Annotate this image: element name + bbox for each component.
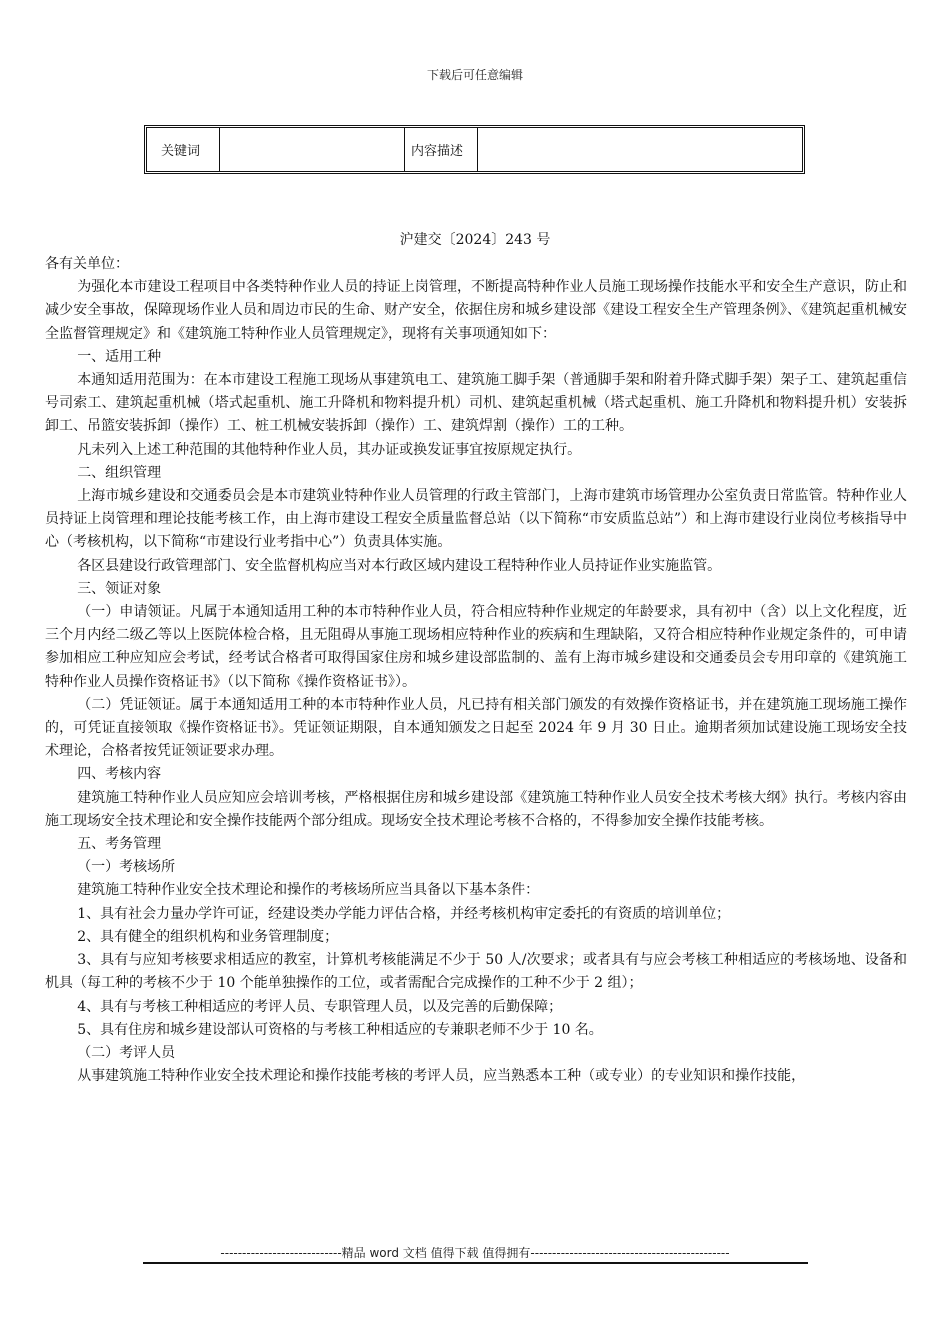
section-heading: 五、考务管理: [77, 836, 162, 853]
keyword-value: [220, 128, 405, 171]
paragraph: 各区县建设行政管理部门、安全监督机构应当对本行政区域内建设工程特种作业人员持证作业实施监管。: [77, 557, 722, 574]
paragraph: 建筑施工特种作业安全技术理论和操作的考核场所应当具备以下基本条件：: [77, 882, 540, 899]
list-item: 1、具有社会力量办学许可证，经建设类办学能力评估合格，并经考核机构审定委托的有资质的培训单位；: [77, 905, 731, 922]
footer-rule: [143, 1262, 808, 1264]
paragraph: 建筑施工特种作业人员应知应会培训考核，严格根据住房和城乡建设部《建筑施工特种作业人员安全技术考核大纲》执行。考核内容由施工现场安全技术理论和安全操作技能两个部分组成。现场安全技术理论考核不合格的，不得参加安全操作技能考核。: [45, 789, 907, 829]
footer-text: ----------------------------精品 word 文档 值得下载 值得拥有----------------------------------------------: [220, 1246, 730, 1260]
paragraph: （二）凭证领证。属于本通知适用工种的本市特种作业人员，凡已持有相关部门颁发的有效操作资格证书，并在建筑施工现场施工操作的，可凭证直接领取《操作资格证书》。凭证领证期限，自本通知颁发之日起至 2024 年 9 月 30 日止。逾期者须加试建设施工现场安全技术理论，合格者按凭证领证要求办理。: [45, 696, 907, 760]
section-heading: 一、适用工种: [77, 348, 162, 365]
paragraph: 为强化本市建设工程项目中各类特种作业人员的持证上岗管理，不断提高特种作业人员施工现场操作技能水平和安全生产意识，防止和减少安全事故，保障现场作业人员和周边市民的生命、财产安全，依据住房和城乡建设部《建设工程安全生产管理条例》、《建筑起重机械安全监督管理规定》和《建筑施工特种作业人员管理规定》，现将有关事项通知如下：: [45, 279, 907, 342]
subsection-heading: （一）考核场所: [77, 859, 176, 876]
paragraph: 本通知适用范围为：在本市建设工程施工现场从事建筑电工、建筑施工脚手架（普通脚手架和附着升降式脚手架）架子工、建筑起重信号司索工、建筑起重机械（塔式起重机、施工升降机和物料提升机）司机、建筑起重机械（塔式起重机、施工升降机和物料提升机）安装拆卸工、吊篮安装拆卸（操作）工、桩工机械安装拆卸（操作）工、建筑焊割（操作）工的工种。: [45, 372, 907, 435]
meta-table: [144, 125, 805, 174]
paragraph: 上海市城乡建设和交通委员会是本市建筑业特种作业人员管理的行政主管部门，上海市建筑市场管理办公室负责日常监管。特种作业人员持证上岗管理和理论技能考核工作，由上海市建设工程安全质量监督总站（以下简称“市安质监总站”）和上海市建设行业岗位考核指导中心（考核机构，以下简称“市建设行业考指中心”）负责具体实施。: [45, 488, 907, 551]
paragraph: （一）申请领证。凡属于本通知适用工种的本市特种作业人员，符合相应特种作业规定的年龄要求，具有初中（含）以上文化程度，近三个月内经二级乙等以上医院体检合格，且无阻碍从事施工现场相应特种作业的疾病和生理缺陷，又符合相应特种作业规定条件的，可申请参加相应工种应知应会考试，经考试合格者可取得国家住房和城乡建设部监制的、盖有上海市城乡建设和交通委员会专用印章的《建筑施工特种作业人员操作资格证书》（以下简称《操作资格证书》）。: [45, 604, 907, 690]
description-label: 内容描述: [405, 128, 478, 171]
subsection-heading: （二）考评人员: [77, 1044, 176, 1061]
paragraph: 从事建筑施工特种作业安全技术理论和操作技能考核的考评人员，应当熟悉本工种（或专业）的专业知识和操作技能，: [77, 1068, 806, 1085]
section-heading: 三、领证对象: [77, 580, 162, 597]
list-item: 2、具有健全的组织机构和业务管理制度；: [77, 928, 339, 945]
section-heading: 四、考核内容: [77, 766, 162, 783]
document-body: [45, 253, 907, 1088]
salutation: 各有关单位：: [45, 256, 129, 272]
description-value: [478, 128, 802, 171]
list-item: 5、具有住房和城乡建设部认可资格的与考核工种相适应的专兼职老师不少于 10 名。: [77, 1021, 603, 1038]
keyword-label: 关键词: [147, 128, 220, 171]
list-item: 3、具有与应知考核要求相适应的教室，计算机考核能满足不少于 50 人/次要求；或者具有与应会考核工种相适应的考核场地、设备和机具（每工种的考核不少于 10 个能单独操作的工位，或者需配合完成操作的工种不少于 2 组）；: [45, 952, 907, 992]
list-item: 4、具有与考核工种相适应的考评人员、专职管理人员，以及完善的后勤保障；: [77, 998, 563, 1015]
section-heading: 二、组织管理: [77, 464, 162, 481]
document-number: 沪建交〔2024〕243 号: [399, 232, 551, 248]
header-note: 下载后可任意编辑: [426, 68, 523, 82]
paragraph: 凡未列入上述工种范围的其他特种作业人员，其办证或换发证事宜按原规定执行。: [77, 441, 582, 458]
